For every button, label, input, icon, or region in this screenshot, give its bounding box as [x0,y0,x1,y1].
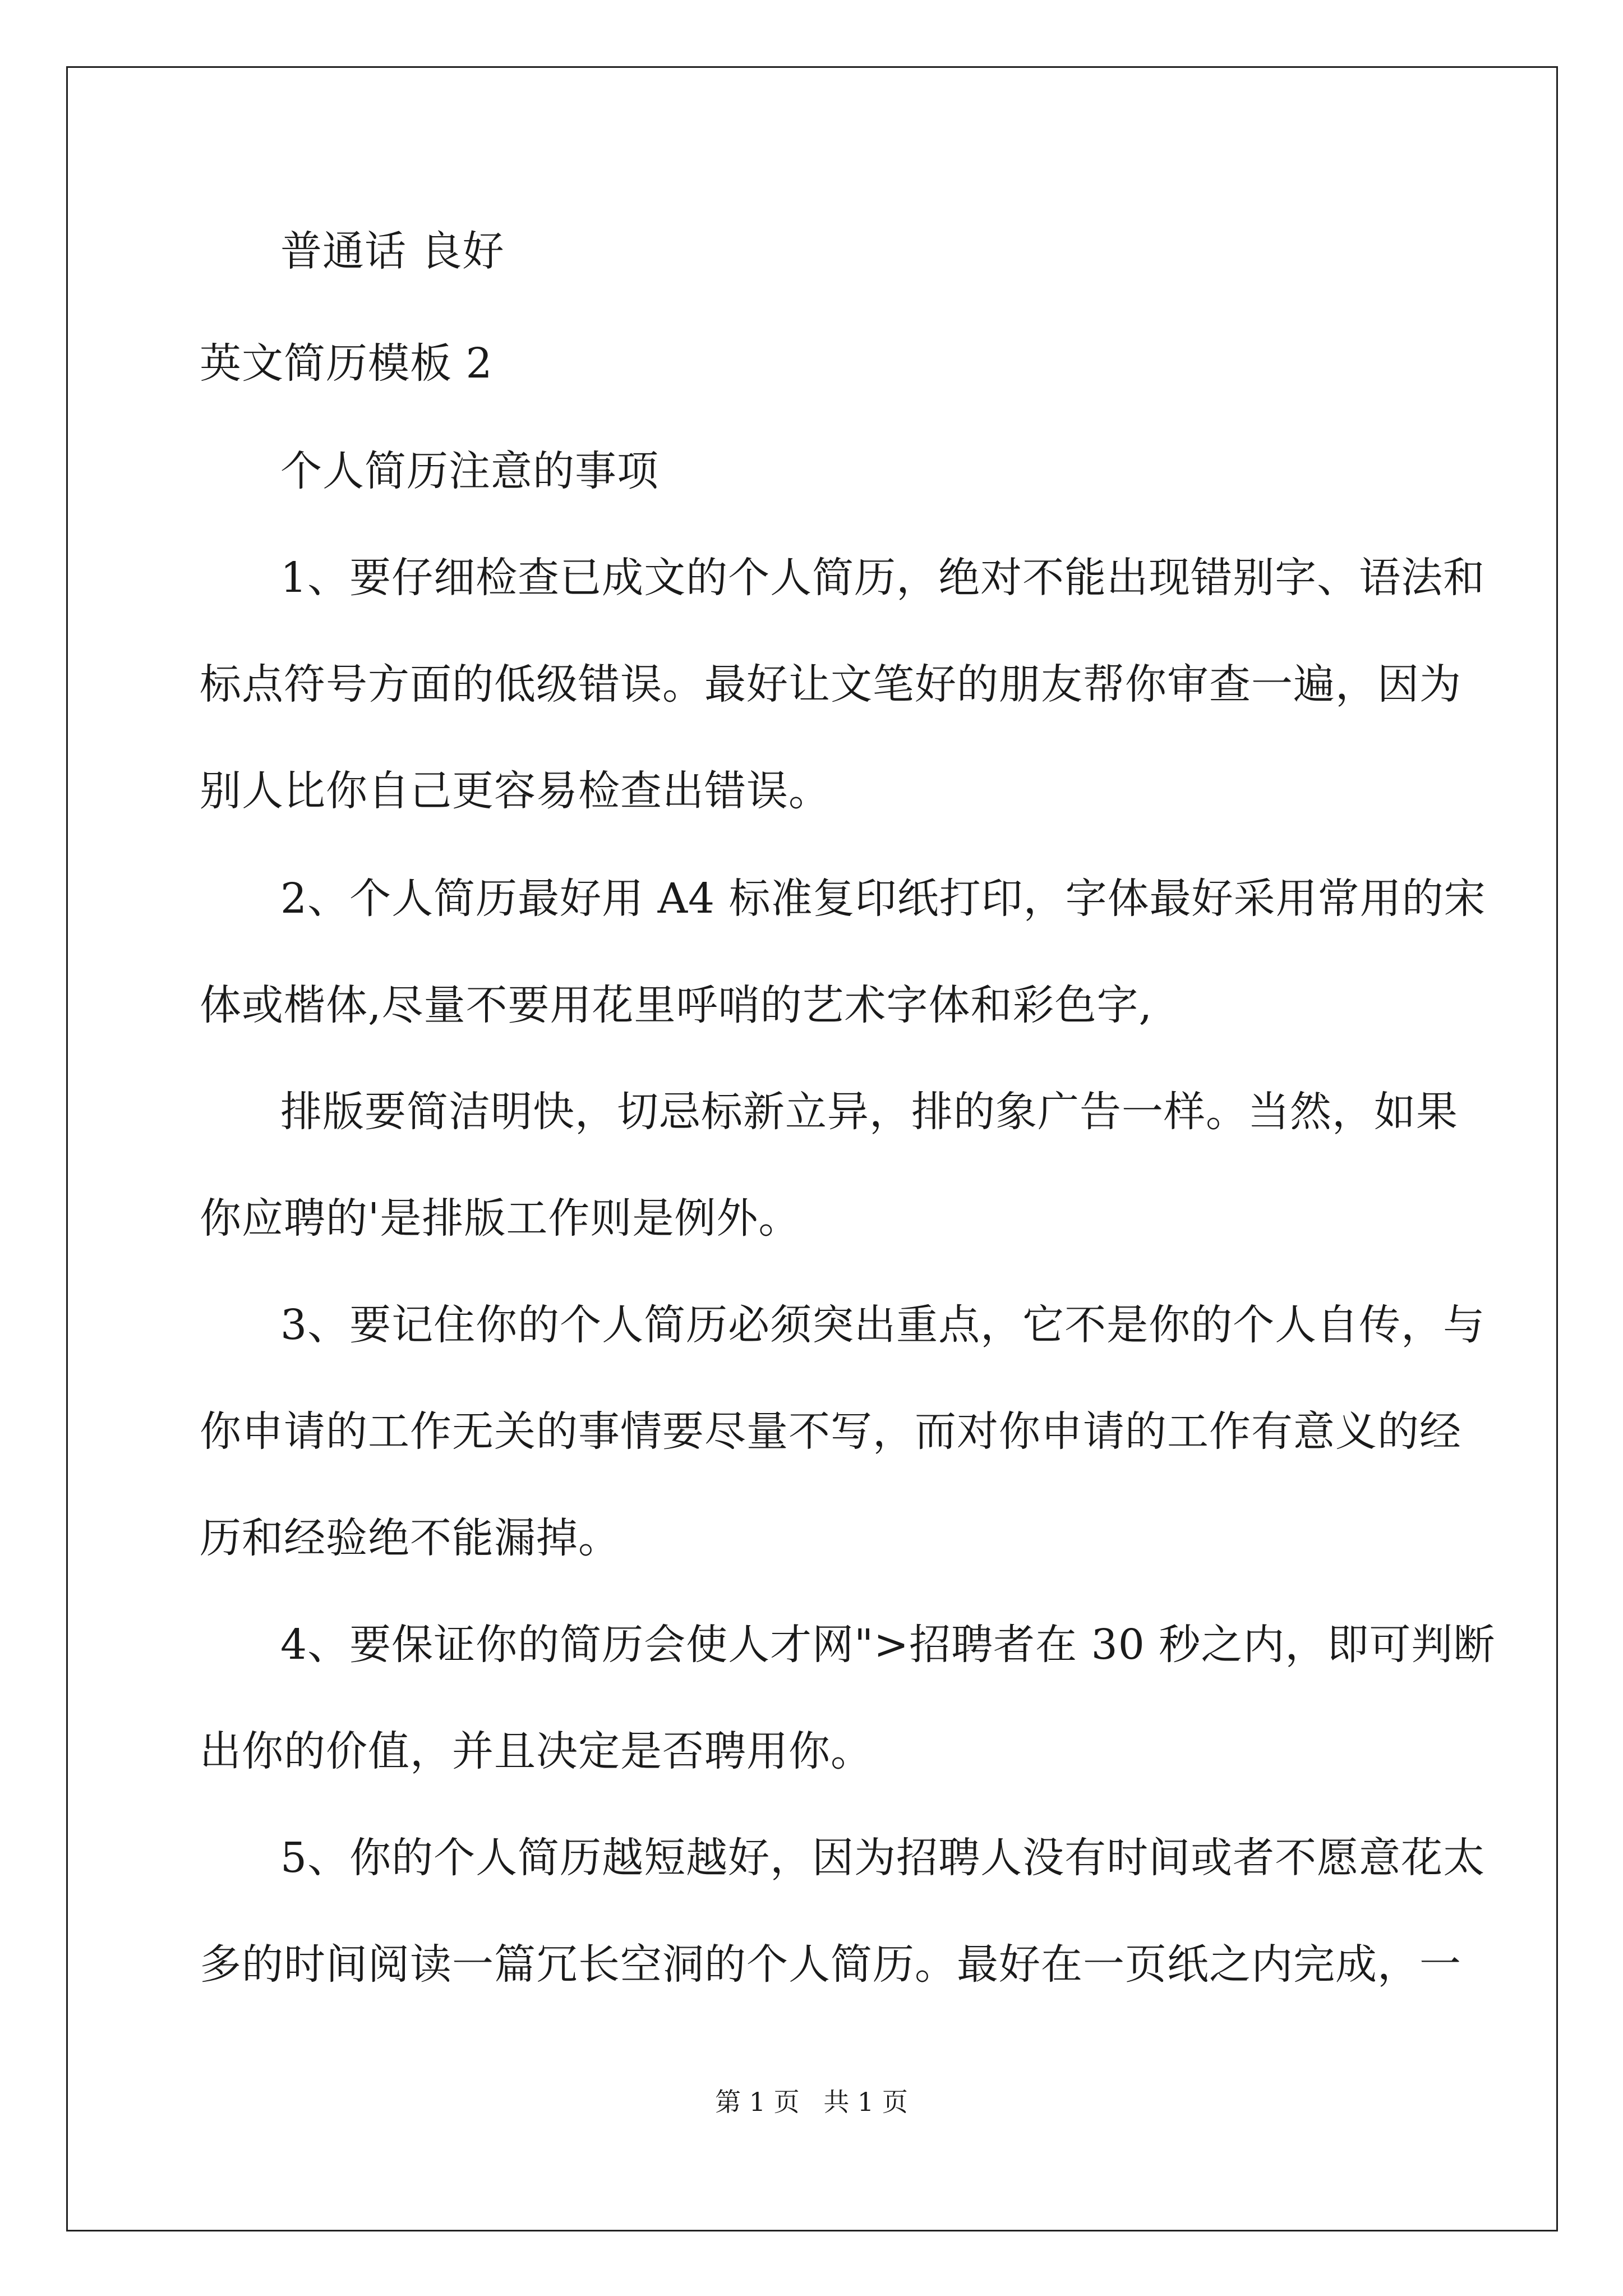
page-footer [0,2085,1623,2119]
paragraph-line: 排版要简洁明快，切忌标新立异，排的象广告一样。当然，如果 [280,1088,1458,1136]
paragraph-line: 出你的价值，并且决定是否聘用你。 [200,1727,873,1775]
subheading: 个人简历注意的事项 [280,447,659,495]
paragraph-line: 别人比你自己更容易检查出错误。 [200,767,831,815]
page-number: 第 1 页 [715,2087,800,2117]
paragraph-line: 你应聘的'是排版工作则是例外。 [200,1194,801,1243]
paragraph-line: 体或楷体,尽量不要用花里呼哨的艺术字体和彩色字, [200,981,1153,1029]
page-total: 共 1 页 [823,2087,908,2117]
paragraph-line: 你申请的工作无关的事情要尽量不写，而对你申请的工作有意义的经 [200,1407,1461,1456]
paragraph-line: 历和经验绝不能漏掉。 [200,1514,620,1562]
paragraph-line: 标点符号方面的低级错误。最好让文笔好的朋友帮你审查一遍，因为 [200,660,1461,708]
paragraph-line: 4、要保证你的简历会使人才网">招聘者在 30 秒之内，即可判断 [280,1621,1496,1669]
paragraph-line: 5、你的个人简历越短越好，因为招聘人没有时间或者不愿意花太 [280,1834,1486,1882]
section-heading: 英文简历模板 2 [200,339,493,388]
paragraph-line: 3、要记住你的个人简历必须突出重点，它不是你的个人自传，与 [280,1301,1486,1349]
text-line: 普通话 良好 [280,227,505,275]
paragraph-line: 2、个人简历最好用 A4 标准复印纸打印，字体最好采用常用的宋 [280,875,1486,923]
paragraph-line: 多的时间阅读一篇冗长空洞的个人简历。最好在一页纸之内完成，一 [200,1940,1461,1989]
paragraph-line: 1、要仔细检查已成文的个人简历，绝对不能出现错别字、语法和 [280,554,1486,602]
